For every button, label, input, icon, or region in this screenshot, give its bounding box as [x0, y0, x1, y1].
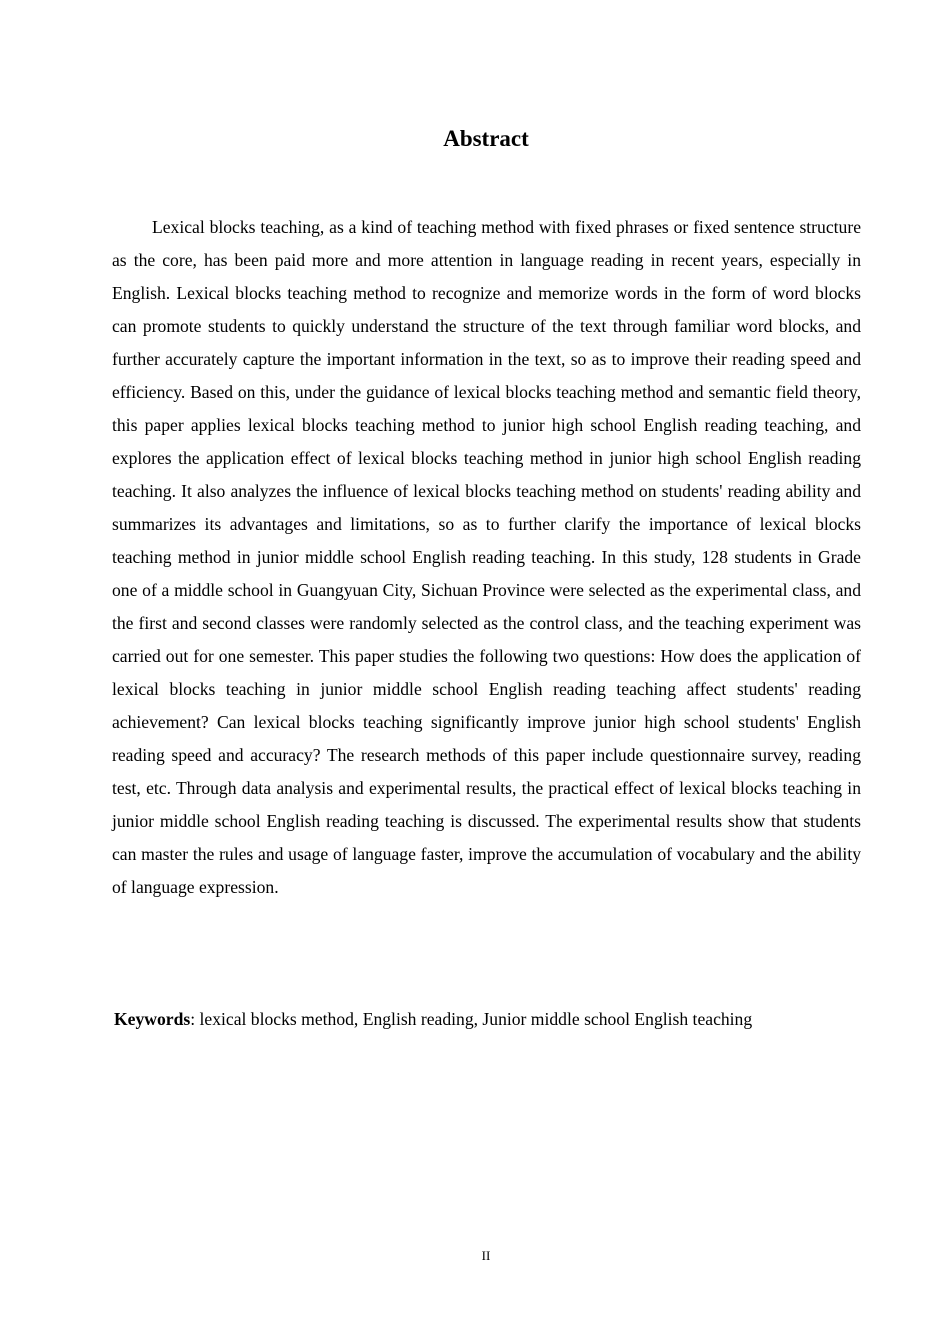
keywords-separator: :: [190, 1009, 196, 1029]
keywords-line: [114, 1004, 874, 1034]
abstract-title: Abstract: [443, 126, 529, 151]
abstract-body: Lexical blocks teaching, as a kind of teaching method with fixed phrases or fixed sentence structure as the core, has been paid more and more attention in language reading in recent years, especially in English. Lexical blocks teaching method to recognize and memorize words in the form of word blocks can promote students to quickly understand the structure of the text through familiar word blocks, and further accurately capture the important information in the text, so as to improve their reading speed and efficiency. Based on this, under the guidance of lexical blocks teaching method and semantic field theory, this paper applies lexical blocks teaching method to junior high school English reading teaching, and explores the application effect of lexical blocks teaching method in junior high school English reading teaching. It also analyzes the influence of lexical blocks teaching method on students' reading ability and summarizes its advantages and limitations, so as to further clarify the importance of lexical blocks teaching method in junior middle school English reading teaching. In this study, 128 students in Grade one of a middle school in Guangyuan City, Sichuan Province were selected as the experimental class, and the first and second classes were randomly selected as the control class, and the teaching experiment was carried out for one semester. This paper studies the following two questions: How does the application of lexical blocks teaching in junior middle school English reading teaching affect students' reading achievement? Can lexical blocks teaching significantly improve junior high school students' English reading speed and accuracy? The research methods of this paper include questionnaire survey, reading test, etc. Through data analysis and experimental results, the practical effect of lexical blocks teaching in junior middle school English reading teaching is discussed. The experimental results show that students can master the rules and usage of language faster, improve the accumulation of vocabulary and the ability of language expression.: [112, 217, 861, 897]
keywords-text: lexical blocks method, English reading, Junior middle school English teaching: [195, 1009, 753, 1029]
page-number: II: [481, 1248, 491, 1263]
keywords-label: Keywords: [114, 1009, 191, 1029]
